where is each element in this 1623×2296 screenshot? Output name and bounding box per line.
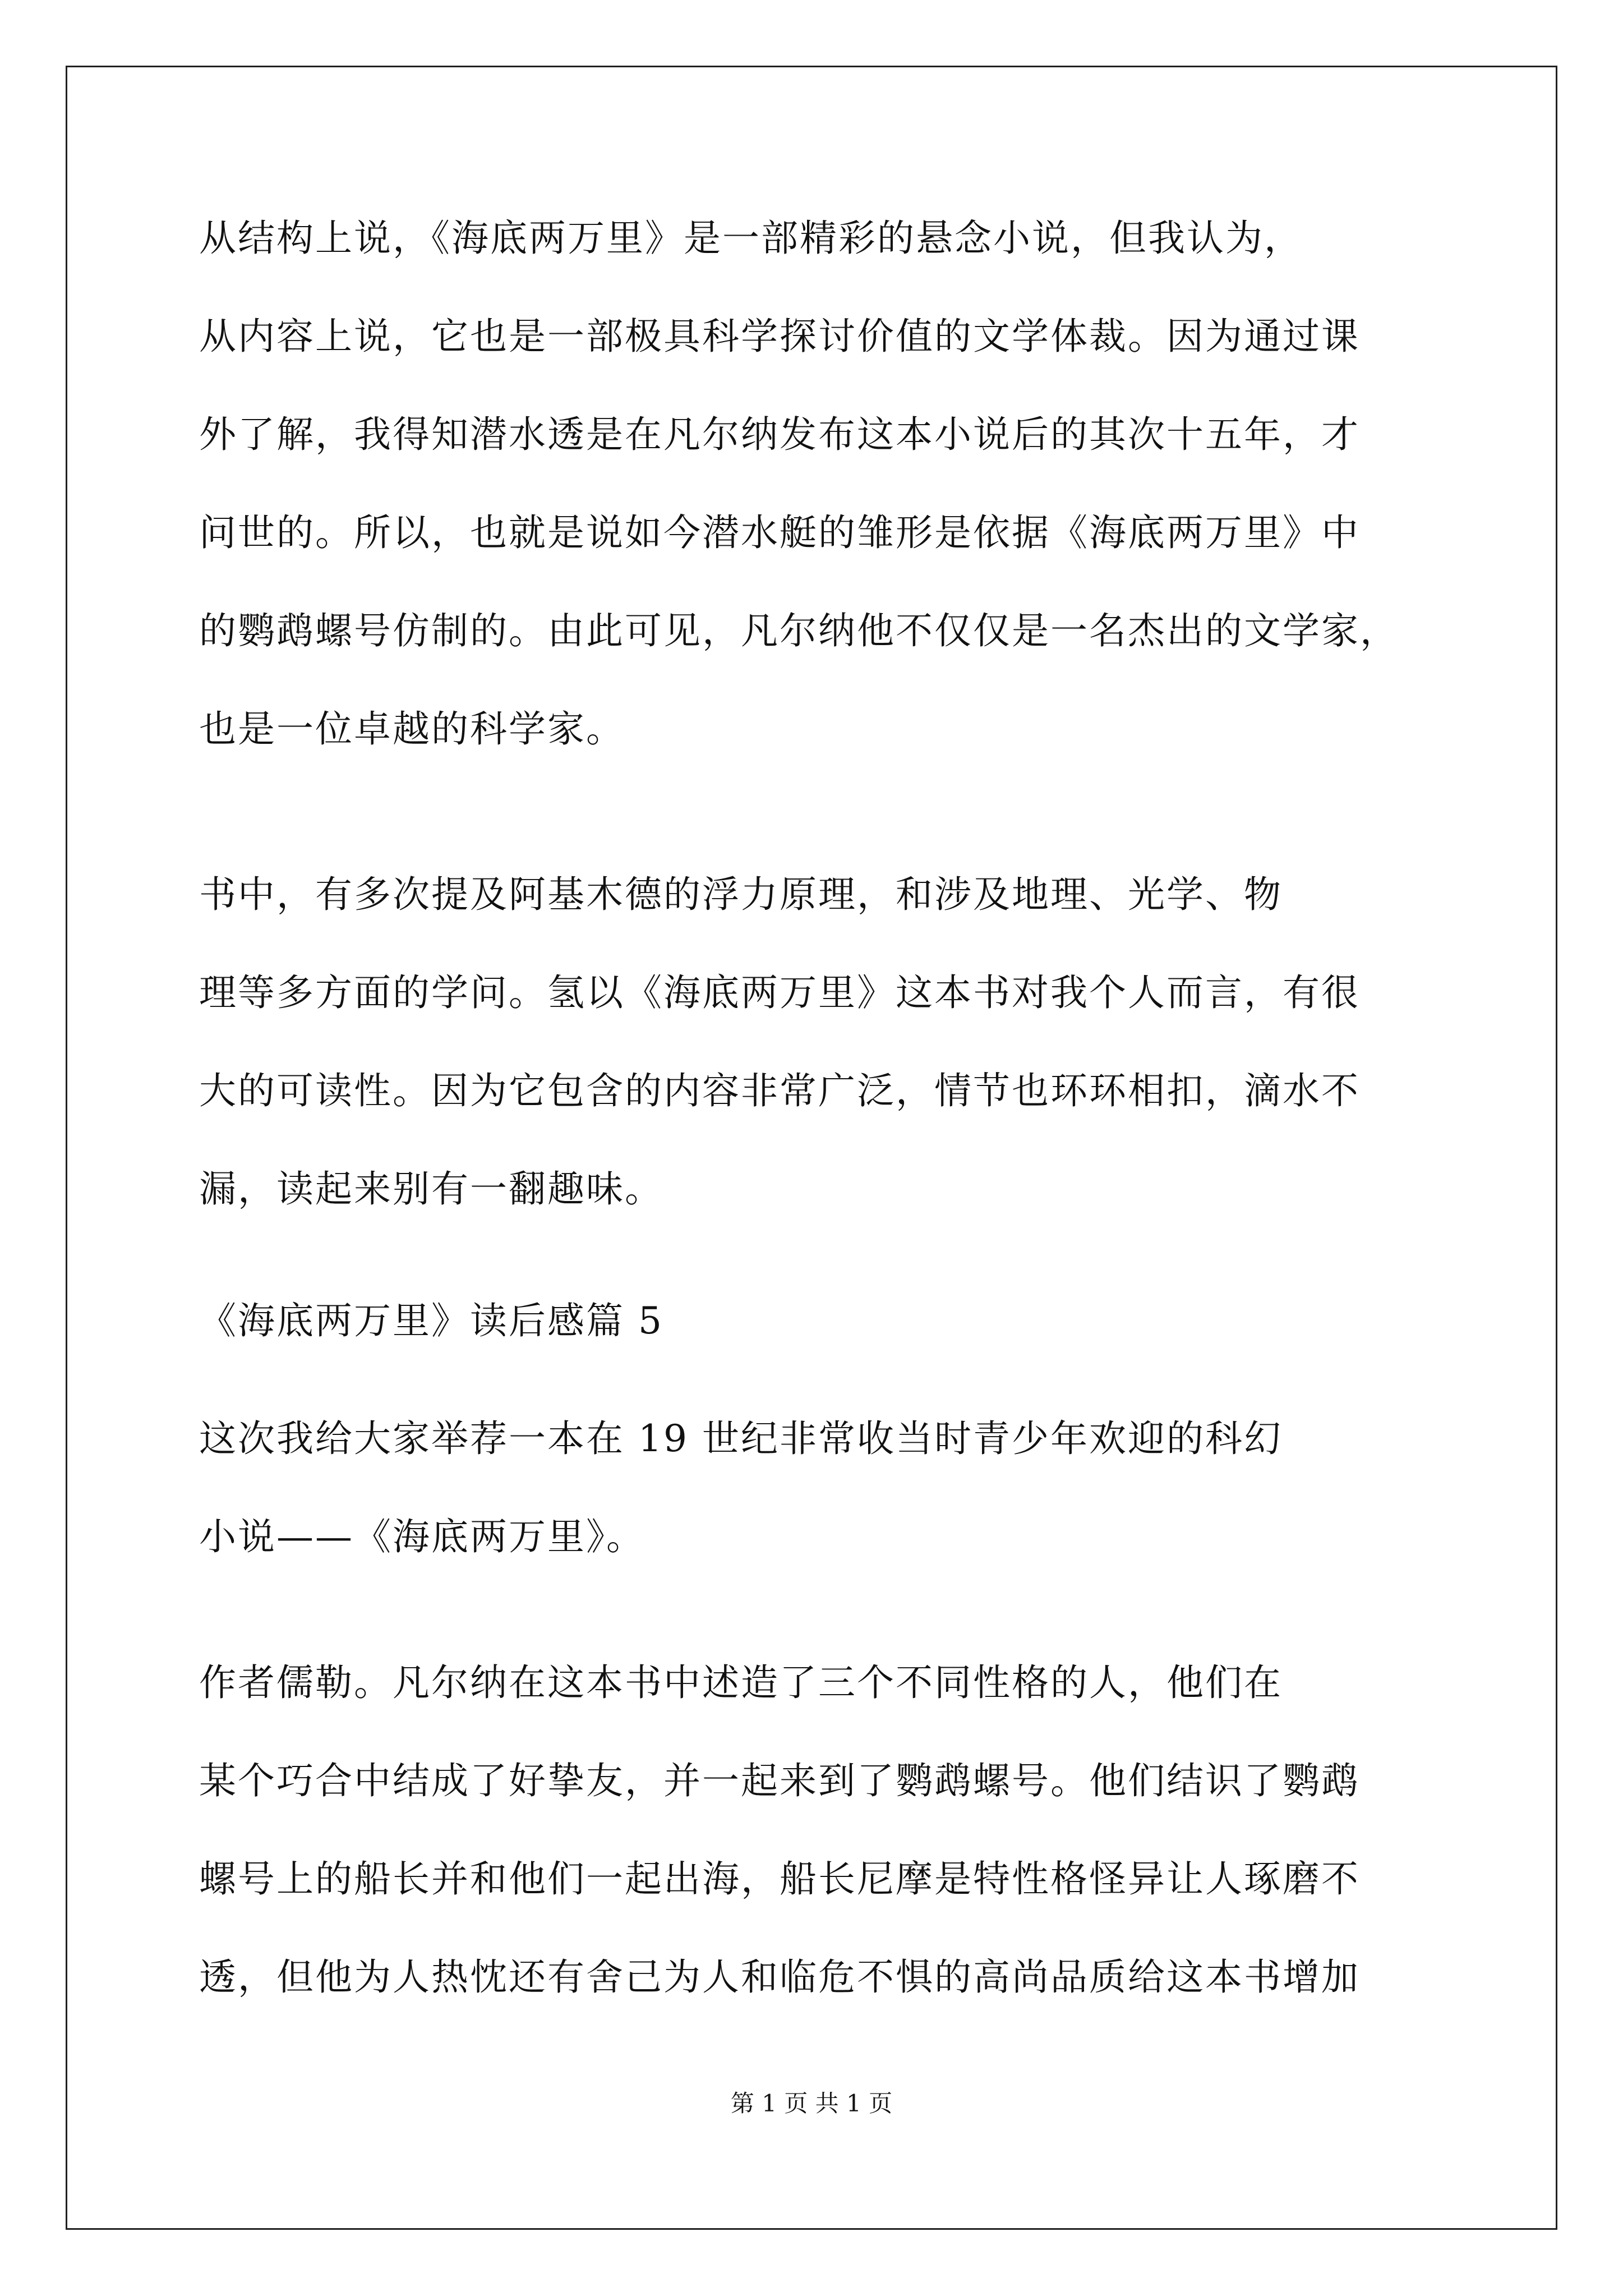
section-heading: 《海底两万里》读后感篇 5 <box>199 1299 663 1342</box>
text-line: 螺号上的船长并和他们一起出海，船长尼摩是特性格怪异让人琢磨不 <box>199 1857 1360 1901</box>
text-line: 书中，有多次提及阿基木德的浮力原理，和涉及地理、光学、物 <box>199 873 1283 916</box>
text-line: 也是一位卓越的科学家。 <box>199 707 625 751</box>
text-line: 作者儒勒。凡尔纳在这本书中述造了三个不同性格的人，他们在 <box>199 1661 1283 1704</box>
text-line: 小说——《海底两万里》。 <box>199 1515 645 1558</box>
text-line: 大的可读性。因为它包含的内容非常广泛，情节也环环相扣，滴水不 <box>199 1069 1360 1112</box>
text-line: 的鹦鹉螺号仿制的。由此可见，凡尔纳他不仅仅是一名杰出的文学家， <box>199 609 1399 652</box>
text-line: 问世的。所以，也就是说如今潜水艇的雏形是依据《海底两万里》中 <box>199 511 1360 554</box>
text-line: 从内容上说，它也是一部极具科学探讨价值的文学体裁。因为通过课 <box>199 315 1360 358</box>
text-line: 透，但他为人热忱还有舍己为人和临危不惧的高尚品质给这本书增加 <box>199 1955 1360 1999</box>
text-line: 理等多方面的学问。氢以《海底两万里》这本书对我个人而言，有很 <box>199 971 1360 1014</box>
text-line: 漏，读起来别有一翻趣味。 <box>199 1167 663 1211</box>
page-footer: 第 1 页 共 1 页 <box>730 2090 893 2117</box>
text-line: 外了解，我得知潜水透是在凡尔纳发布这本小说后的其次十五年，才 <box>199 413 1360 456</box>
text-line: 某个巧合中结成了好挚友，并一起来到了鹦鹉螺号。他们结识了鹦鹉 <box>199 1759 1360 1802</box>
text-line: 这次我给大家举荐一本在 19 世纪非常收当时青少年欢迎的科幻 <box>199 1417 1283 1460</box>
page-border <box>66 66 1557 2230</box>
text-line: 从结构上说，《海底两万里》是一部精彩的悬念小说，但我认为， <box>199 217 1303 260</box>
